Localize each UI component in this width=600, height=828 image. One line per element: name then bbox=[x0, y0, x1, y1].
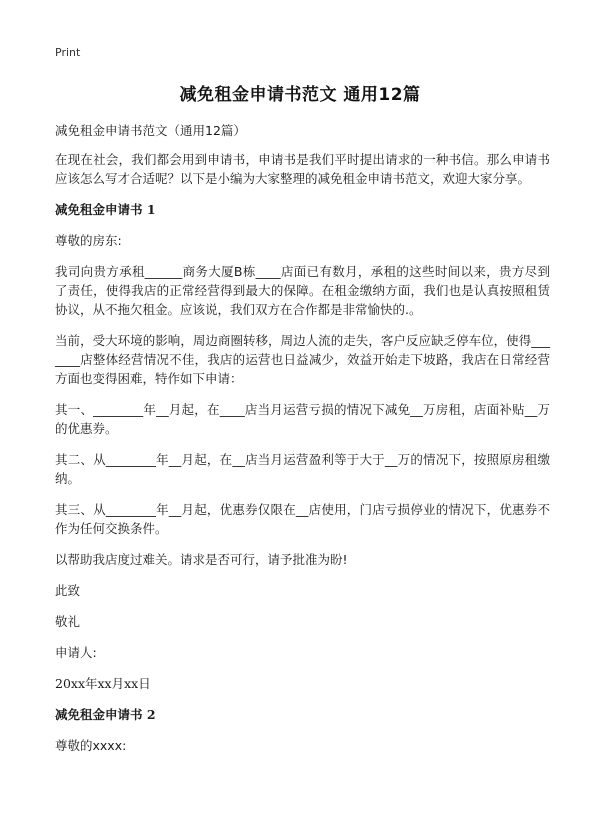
letter1-item-1: 其一、________年__月起，在____店当月运营亏损的情况下减免__万房租，店面补贴__万的优惠券。 bbox=[55, 402, 550, 436]
letter1-salute-1: 此致 bbox=[55, 583, 81, 598]
letter1-heading: 减免租金申请书 1 bbox=[55, 202, 156, 217]
document-subtitle: 减免租金申请书范文（通用12篇） bbox=[55, 123, 246, 138]
letter1-salute-2: 敬礼 bbox=[55, 614, 81, 629]
letter1-item-2: 其二、从________年__月起，在__店当月运营盈利等于大于__万的情况下，按照原房租缴纳。 bbox=[55, 452, 550, 486]
letter1-item-3: 其三、从________年__月起，优惠券仅限在__店使用，门店亏损停业的情况下，优惠券不作为任何交换条件。 bbox=[55, 502, 550, 536]
letter1-closing: 以帮助我店度过难关。请求是否可行，请予批准为盼! bbox=[55, 552, 348, 567]
intro-paragraph: 在现在社会，我们都会用到申请书，申请书是我们平时提出请求的一种书信。那么申请书应该怎么写才合适呢？以下是小编为大家整理的减免租金申请书范文，欢迎大家分享。 bbox=[55, 152, 550, 186]
document-title: 减免租金申请书范文 通用12篇 bbox=[179, 85, 421, 105]
letter1-paragraph-2: 当前，受大环境的影响，周边商圈转移，周边人流的走失，客户反应缺乏停车位，使得_______店整体经营情况不佳，我店的运营也日益减少，效益开始走下坡路，我店在日常经营方面也变得困难，特作如下申请： bbox=[55, 333, 550, 386]
document-body bbox=[55, 121, 550, 767]
letter1-paragraph-1: 我司向贵方承租______商务大厦B栋____店面已有数月，承租的这些时间以来，贵方尽到了责任，使得我店的正常经营得到最大的保障。在租金缴纳方面，我们也是认真按照租赁协议，从不拖欠租金。应该说，我们双方在合作都是非常愉快的.。 bbox=[55, 264, 550, 317]
letter2-heading: 减免租金申请书 2 bbox=[55, 707, 156, 722]
letter1-greeting: 尊敬的房东: bbox=[55, 233, 122, 248]
print-label: Print bbox=[55, 46, 81, 59]
letter1-applicant: 申请人: bbox=[55, 645, 97, 660]
letter1-date: 20xx年xx月xx日 bbox=[55, 676, 151, 691]
letter2-greeting: 尊敬的xxxx: bbox=[55, 738, 127, 753]
